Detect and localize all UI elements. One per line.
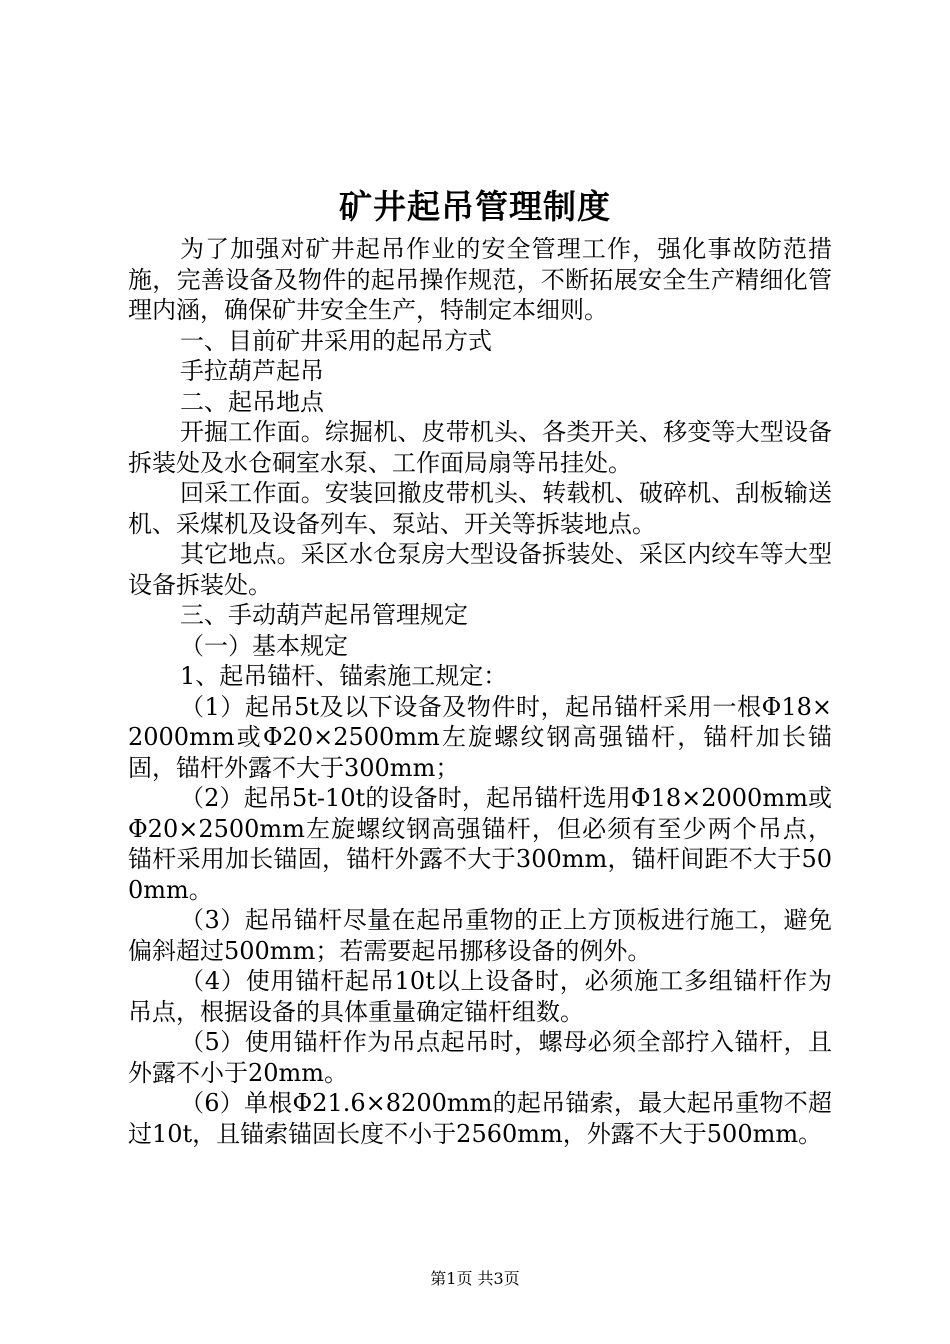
rule-item-1: （1）起吊5t及以下设备及物件时，起吊锚杆采用一根Φ18×2000mm或Φ20×2500mm左旋螺纹钢高强锚杆，锚杆加长锚固，锚杆外露不大于300mm；: [128, 692, 832, 782]
document-body: [128, 234, 832, 1149]
paragraph-lifting-method: 手拉葫芦起吊: [180, 357, 324, 385]
rule-item-6: （6）单根Φ21.6×8200mm的起吊锚索，最大起吊重物不超过10t，且锚索锚固长度不小于2560mm，外露不大于500mm。: [128, 1089, 832, 1148]
page-footer: 第1页 共3页: [430, 1269, 520, 1288]
rule-item-4: （4）使用锚杆起吊10t以上设备时，必须施工多组锚杆作为吊点，根据设备的具体重量确定锚杆组数。: [128, 967, 832, 1026]
paragraph-intro: 为了加强对矿井起吊作业的安全管理工作，强化事故防范措施，完善设备及物件的起吊操作规范，不断拓展安全生产精细化管理内涵，确保矿井安全生产，特制定本细则。: [128, 235, 832, 324]
document-title: 矿井起吊管理制度: [339, 187, 611, 226]
rule-item-2: （2）起吊5t-10t的设备时，起吊锚杆选用Φ18×2000mm或Φ20×2500mm左旋螺纹钢高强锚杆，但必须有至少两个吊点，锚杆采用加长锚固，锚杆外露不大于300mm，锚杆间距不大于500mm。: [128, 784, 832, 904]
heading-section-1: 一、目前矿井采用的起吊方式: [180, 326, 492, 355]
rule-item-3: （3）起吊锚杆尽量在起吊重物的正上方顶板进行施工，避免偏斜超过500mm；若需要起吊挪移设备的例外。: [128, 906, 832, 965]
heading-section-3: 三、手动葫芦起吊管理规定: [180, 601, 468, 629]
rule-item-5: （5）使用锚杆作为吊点起吊时，螺母必须全部拧入锚杆，且外露不小于20mm。: [128, 1028, 832, 1087]
paragraph-location-mining: 回采工作面。安装回撤皮带机头、转载机、破碎机、刮板输送机、采煤机及设备列车、泵站、开关等拆装地点。: [128, 479, 832, 538]
heading-subsection-basic: （一）基本规定: [180, 631, 348, 660]
heading-item-1: 1、起吊锚杆、锚索施工规定：: [180, 662, 508, 690]
paragraph-location-excavation: 开掘工作面。综掘机、皮带机头、各类开关、移变等大型设备拆装处及水仓硐室水泵、工作面局扇等吊挂处。: [128, 418, 832, 477]
heading-section-2: 二、起吊地点: [180, 387, 324, 416]
paragraph-location-other: 其它地点。采区水仓泵房大型设备拆装处、采区内绞车等大型设备拆装处。: [128, 540, 832, 599]
